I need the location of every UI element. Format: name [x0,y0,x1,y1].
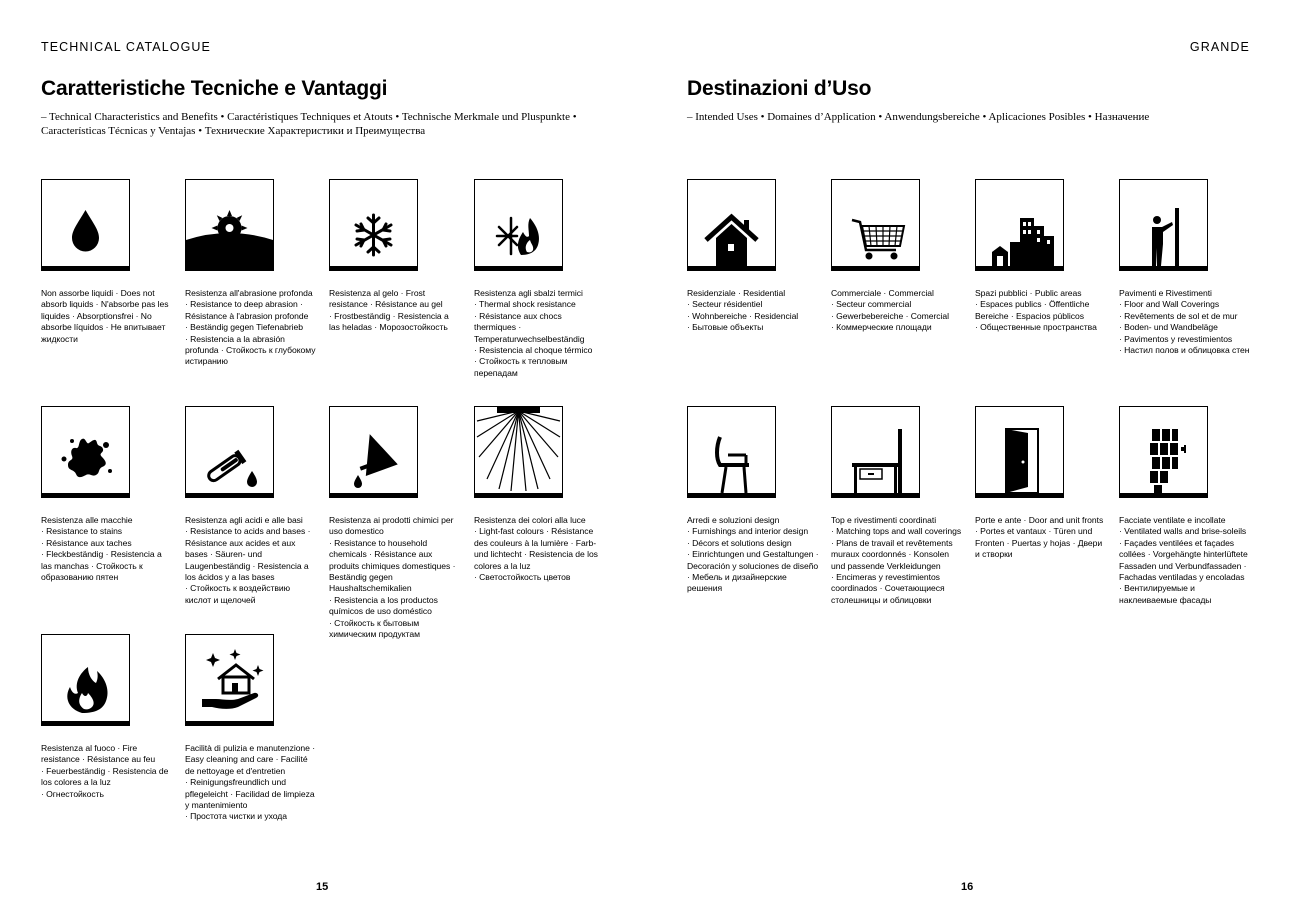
stain-icon [41,406,130,498]
right-section-title: Destinazioni d’Uso [687,77,872,100]
left-section-title: Caratteristiche Tecniche e Vantaggi [41,77,388,100]
drop-icon [41,179,130,271]
use-tile-facades [1119,406,1259,606]
person-wall-icon [1119,179,1208,271]
facade-icon [1119,406,1208,498]
use-tile-doors [975,406,1115,561]
use-tile-furnishings [687,406,827,595]
use-caption: Pavimenti e Rivestimenti · Floor and Wall Coverings · Revêtements de sol et de mur · Boden- und Wandbeläge · Pavimentos y revestimientos · Настил полов и облицовка стен [1119,288,1250,356]
use-tile-commercial [831,179,971,334]
feature-tile-chemicals [329,406,469,640]
feature-tile-abrasion [185,179,325,368]
use-tile-tops [831,406,971,606]
collection-header-label: GRANDE [1189,40,1250,54]
feature-caption: Resistenza al fuoco · Fire resistance · Résistance au feu · Feuerbeständig · Resistencia de los colores a la luz · Огнестойкость [41,743,169,799]
feature-caption: Resistenza agli acidi e alle basi · Resistance to acids and bases · Résistance aux acides et aux bases · Säuren- und Laugenbeständig · Resistencia a los ácidos y a las bases · Стойкость к воздействию кислот и щелочей [185,515,311,605]
feature-tile-stains [41,406,181,583]
acid-icon [185,406,274,498]
feature-tile-liquid [41,179,181,345]
use-tile-residential [687,179,827,334]
use-tile-coverings [1119,179,1259,356]
right-section-subtitle: – Intended Uses • Domaines d’Application • Anwendungsbereiche • Aplicaciones Posibles • Назначение [687,111,1150,123]
feature-tile-cleaning [185,634,325,823]
page-number-right: 16 [961,881,974,893]
abrasion-icon [185,179,274,271]
use-caption: Facciate ventilate e incollate · Ventilated walls and brise-soleils · Façades ventilées et façades collées · Vorgehängte hinterlüftete Fassaden und Verbundfassaden · Fachadas ventiladas y encoladas · Вентилируемые и наклеиваемые фасады [1119,515,1248,605]
thermal-shock-icon [474,179,563,271]
use-caption: Arredi e soluzioni design · Furnishings and interior design · Décors et solutions design · Einrichtungen und Gestaltungen · Decoración y soluciones de diseño · Мебель и дизайнерские решения [687,515,819,594]
feature-caption: Resistenza al gelo · Frost resistance · Résistance au gel · Frostbeständig · Resistencia a las heladas · Морозостойкость [329,288,449,333]
use-caption: Residenziale · Residential · Secteur résidentiel · Wohnbereiche · Residencial · Бытовые объекты [687,288,799,333]
catalogue-header-label: TECHNICAL CATALOGUE [41,40,211,54]
feature-caption: Facilità di pulizia e manutenzione · Easy cleaning and care · Facilité de nettoyage et d'entretien · Reinigungsfreundlich und pflegeleicht · Facilidad de limpieza y mantenimiento · Простота чистки и ухода [185,743,316,822]
left-section-subtitle: – Technical Characteristics and Benefits • Caractéristiques Techniques et Atouts • Technische Merkmale und Pluspunkte • Características Técnicas y Ventajas • Технические Характеристики и Преимущества [41,111,577,137]
feature-tile-fire [41,634,181,800]
use-caption: Porte e ante · Door and unit fronts · Portes et vantaux · Türen und Fronten · Puertas y hojas · Двери и створки [975,515,1104,560]
light-icon [474,406,563,498]
snowflake-icon [329,179,418,271]
easy-clean-icon [185,634,274,726]
chemicals-icon [329,406,418,498]
feature-tile-frost [329,179,469,334]
feature-tile-light [474,406,614,583]
feature-caption: Resistenza alle macchie · Resistance to stains · Résistance aux taches · Fleckbeständig · Resistencia a las manchas · Стойкость к образованию пятен [41,515,162,583]
feature-caption: Resistenza ai prodotti chimici per uso domestico · Resistance to household chemicals · Résistance aux produits chimiques domestiques · Beständig gegen Haushaltschemikalien · Resistencia a los productos químicos de uso doméstico · Стойкость к бытовым химическим продуктам [329,515,456,640]
use-caption: Spazi pubblici · Public areas · Espaces publics · Öffentliche Bereiche · Espacios públicos · Общественные пространства [975,288,1097,333]
feature-caption: Resistenza agli sbalzi termici · Thermal shock resistance · Résistance aux chocs thermiques · Temperaturwechselbeständig · Resistencia al choque térmico · Стойкость к тепловым перепадам [474,288,593,378]
feature-caption: Resistenza dei colori alla luce · Light-fast colours · Résistance des couleurs à la lumière · Farb- und lichtecht · Resistencia de los colores a la luz · Светостойкость цветов [474,515,598,583]
page-number-left: 15 [316,881,329,893]
city-icon [975,179,1064,271]
door-icon [975,406,1064,498]
chair-icon [687,406,776,498]
use-tile-public [975,179,1115,334]
feature-tile-acids [185,406,325,606]
use-caption: Top e rivestimenti coordinati · Matching tops and wall coverings · Plans de travail et revêtements muraux coordonnés · Konsolen und passende Verkleidungen · Encimeras y revestimientos coordinados · Сочетающиеся столешницы и облицовки [831,515,962,605]
countertop-icon [831,406,920,498]
house-icon [687,179,776,271]
shopping-cart-icon [831,179,920,271]
fire-icon [41,634,130,726]
feature-tile-thermal [474,179,614,379]
use-caption: Commerciale · Commercial · Secteur commercial · Gewerbebereiche · Comercial · Коммерческие площади [831,288,949,333]
feature-caption: Resistenza all'abrasione profonda · Resistance to deep abrasion · Résistance à l'abrasion profonde · Beständig gegen Tiefenabrieb · Resistencia a la abrasión profunda · Стойкость к глубокому истиранию [185,288,316,367]
feature-caption: Non assorbe liquidi · Does not absorb liquids · N'absorbe pas les liquides · Absorptionsfrei · No absorbe líquidos · Не впитывает жидкости [41,288,169,344]
